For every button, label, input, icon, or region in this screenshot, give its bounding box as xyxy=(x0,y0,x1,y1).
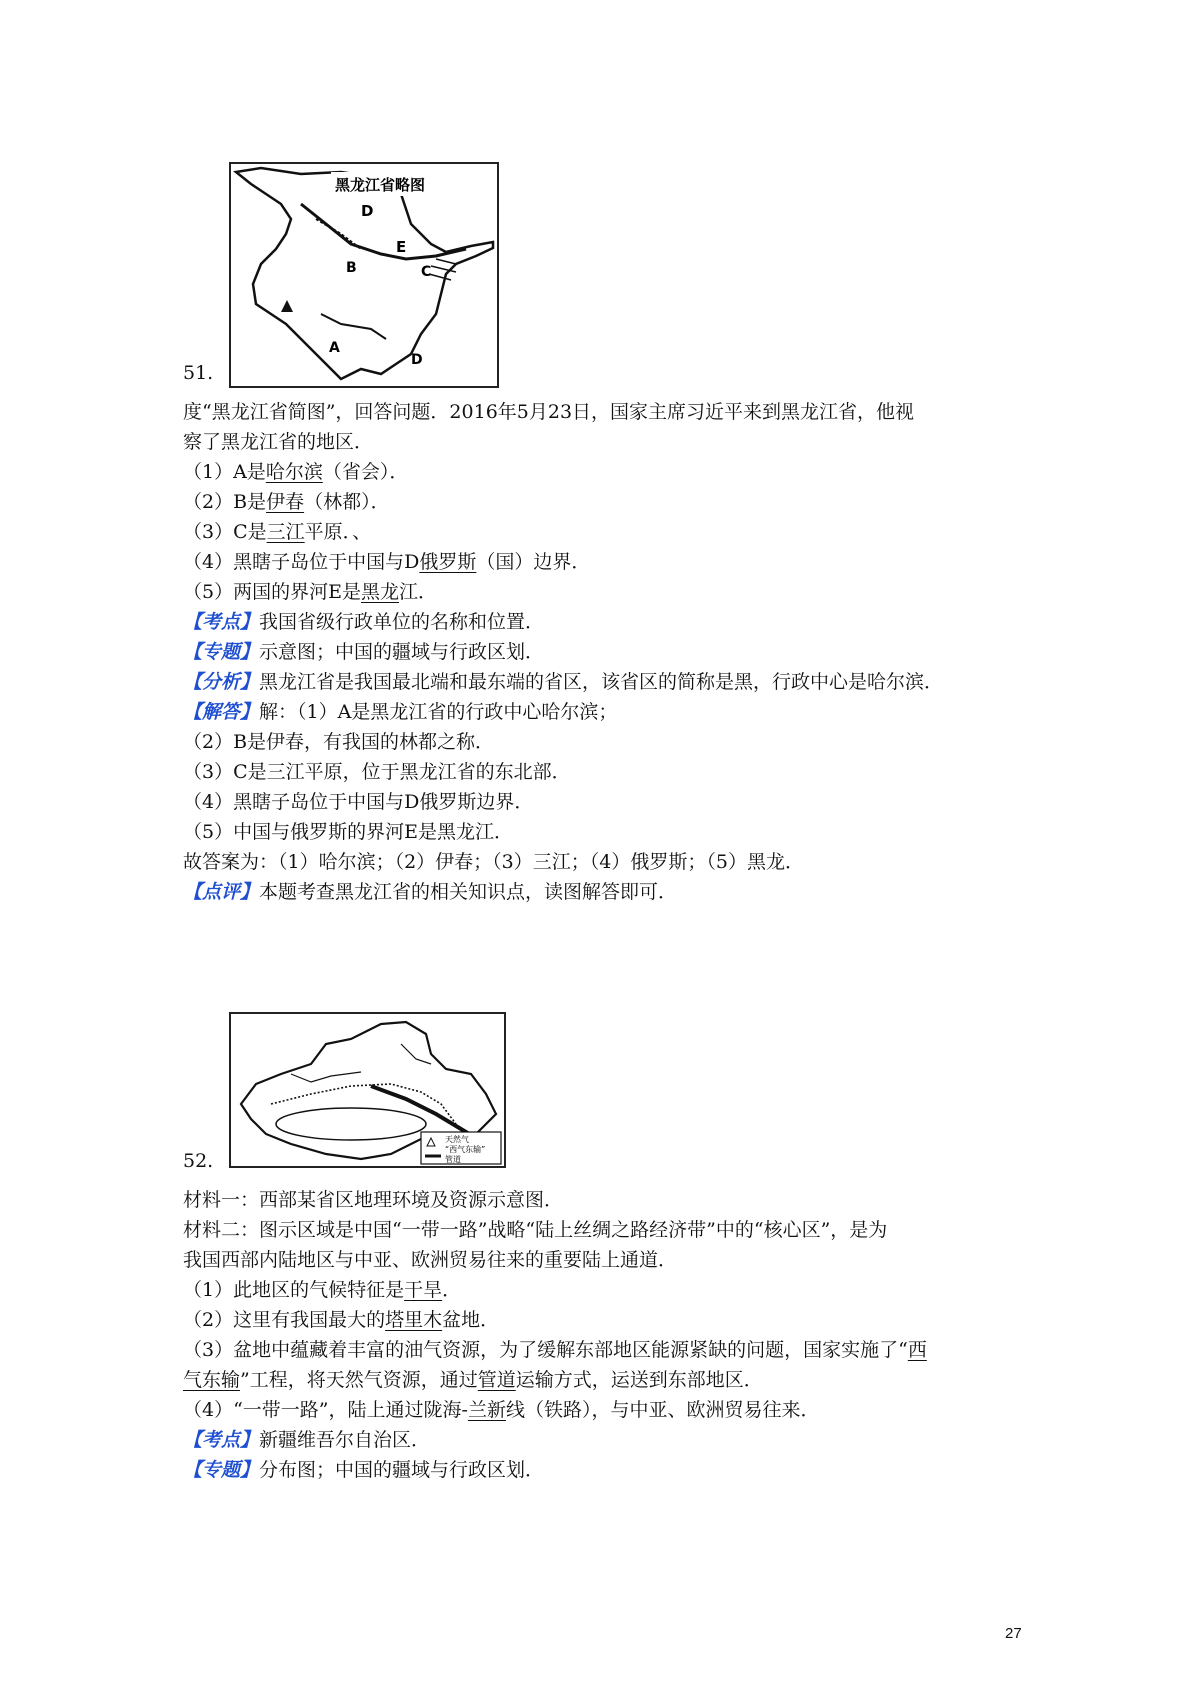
q51-answer-3: （3）C是三江平原，位于黑龙江省的东北部． xyxy=(183,761,571,783)
answer-blank: 管道 xyxy=(477,1369,516,1391)
answer-blank: 干旱 xyxy=(404,1279,443,1301)
legend-line1: 天然气 xyxy=(445,1135,469,1144)
map-label-d2: D xyxy=(411,352,423,368)
q52-material-2b: 我国西部内陆地区与中亚、欧洲贸易往来的重要陆上通道． xyxy=(183,1249,678,1271)
q51-item-3: （3）C是三江平原．、 xyxy=(183,521,372,543)
triangle-marker-icon xyxy=(281,300,293,312)
q51-item-1: （1）A是哈尔滨（省会）． xyxy=(183,461,409,483)
q52-material-2a: 材料二：图示区域是中国“一带一路”战略“陆上丝绸之路经济带”中的“核心区”，是为 xyxy=(183,1219,888,1241)
q51-kaodian: 【考点】我国省级行政单位的名称和位置． xyxy=(183,611,545,633)
q52-item-1: （1）此地区的气候特征是干旱． xyxy=(183,1279,462,1301)
answer-blank: 哈尔滨 xyxy=(265,461,323,483)
answer-blank: 塔里木 xyxy=(385,1309,443,1331)
legend-line3: 管道 xyxy=(445,1155,461,1164)
map-label-d: D xyxy=(361,202,374,220)
legend-line2: “西气东输” xyxy=(445,1145,486,1154)
zhuanti-tag: 【专题】 xyxy=(183,641,260,663)
q51-answer-5: （5）中国与俄罗斯的界河E是黑龙江． xyxy=(183,821,513,843)
q51-answer-2: （2）B是伊春，有我国的林都之称． xyxy=(183,731,495,753)
kaodian-tag: 【考点】 xyxy=(183,1429,260,1451)
map-label-a: A xyxy=(329,340,340,356)
q51-final-answer: 故答案为：（1）哈尔滨；（2）伊春；（3）三江；（4）俄罗斯；（5）黑龙． xyxy=(183,851,804,873)
fenxi-tag: 【分析】 xyxy=(183,671,260,693)
answer-blank: 西 xyxy=(907,1339,927,1361)
answer-blank: 气东输 xyxy=(183,1369,241,1391)
answer-blank: 黑龙 xyxy=(360,581,399,603)
map-label-c: C xyxy=(421,264,432,280)
question-51-number: 51. xyxy=(183,362,214,384)
heilongjiang-map xyxy=(229,162,499,388)
q52-item-3a: （3）盆地中蕴藏着丰富的油气资源，为了缓解东部地区能源紧缺的问题，国家实施了“西 xyxy=(183,1339,927,1361)
answer-blank: 伊春 xyxy=(266,491,305,513)
q51-dianping: 【点评】本题考查黑龙江省的相关知识点，读图解答即可． xyxy=(183,881,678,903)
dianping-tag: 【点评】 xyxy=(183,881,260,903)
q51-zhuanti: 【专题】示意图；中国的疆域与行政区划． xyxy=(183,641,545,663)
heilongjiang-map-drawing xyxy=(231,164,497,386)
q51-intro-line1: 度“黑龙江省简图”，回答问题．2016年5月23日，国家主席习近平来到黑龙江省，他视 xyxy=(183,401,915,423)
xinjiang-map-drawing xyxy=(231,1014,504,1166)
q52-material-1: 材料一：西部某省区地理环境及资源示意图． xyxy=(183,1189,564,1211)
map-title: 黑龙江省略图 xyxy=(335,176,426,194)
q52-item-4: （4）“一带一路”，陆上通过陇海-兰新线（铁路），与中亚、欧洲贸易往来． xyxy=(183,1399,820,1421)
jieda-tag: 【解答】 xyxy=(183,701,260,723)
kaodian-tag: 【考点】 xyxy=(183,611,260,633)
xinjiang-map xyxy=(229,1012,506,1168)
q51-item-4: （4）黑瞎子岛位于中国与D俄罗斯（国）边界． xyxy=(183,551,591,573)
q51-item-5: （5）两国的界河E是黑龙江． xyxy=(183,581,437,603)
q52-kaodian: 【考点】新疆维吾尔自治区． xyxy=(183,1429,431,1451)
answer-blank: 三江 xyxy=(266,521,305,543)
answer-blank: 俄罗斯 xyxy=(419,551,477,573)
map-label-e: E xyxy=(396,238,407,256)
map-label-b: B xyxy=(346,260,357,276)
question-52-number: 52. xyxy=(183,1150,214,1172)
q52-zhuanti: 【专题】分布图；中国的疆域与行政区划． xyxy=(183,1459,545,1481)
q51-jieda: 【解答】解：（1）A是黑龙江省的行政中心哈尔滨； xyxy=(183,701,618,723)
q51-answer-4: （4）黑瞎子岛位于中国与D俄罗斯边界． xyxy=(183,791,534,813)
q51-intro-line2: 察了黑龙江省的地区． xyxy=(183,431,374,453)
q52-item-2: （2）这里有我国最大的塔里木盆地． xyxy=(183,1309,500,1331)
q51-fenxi: 【分析】黑龙江省是我国最北端和最东端的省区，该省区的简称是黑，行政中心是哈尔滨． xyxy=(183,671,944,693)
q52-item-3b: 气东输”工程，将天然气资源，通过管道运输方式，运送到东部地区． xyxy=(183,1369,763,1391)
q51-item-2: （2）B是伊春（林都）． xyxy=(183,491,390,513)
answer-blank: 兰新 xyxy=(467,1399,506,1421)
zhuanti-tag: 【专题】 xyxy=(183,1459,260,1481)
page-number: 27 xyxy=(1005,1625,1022,1642)
